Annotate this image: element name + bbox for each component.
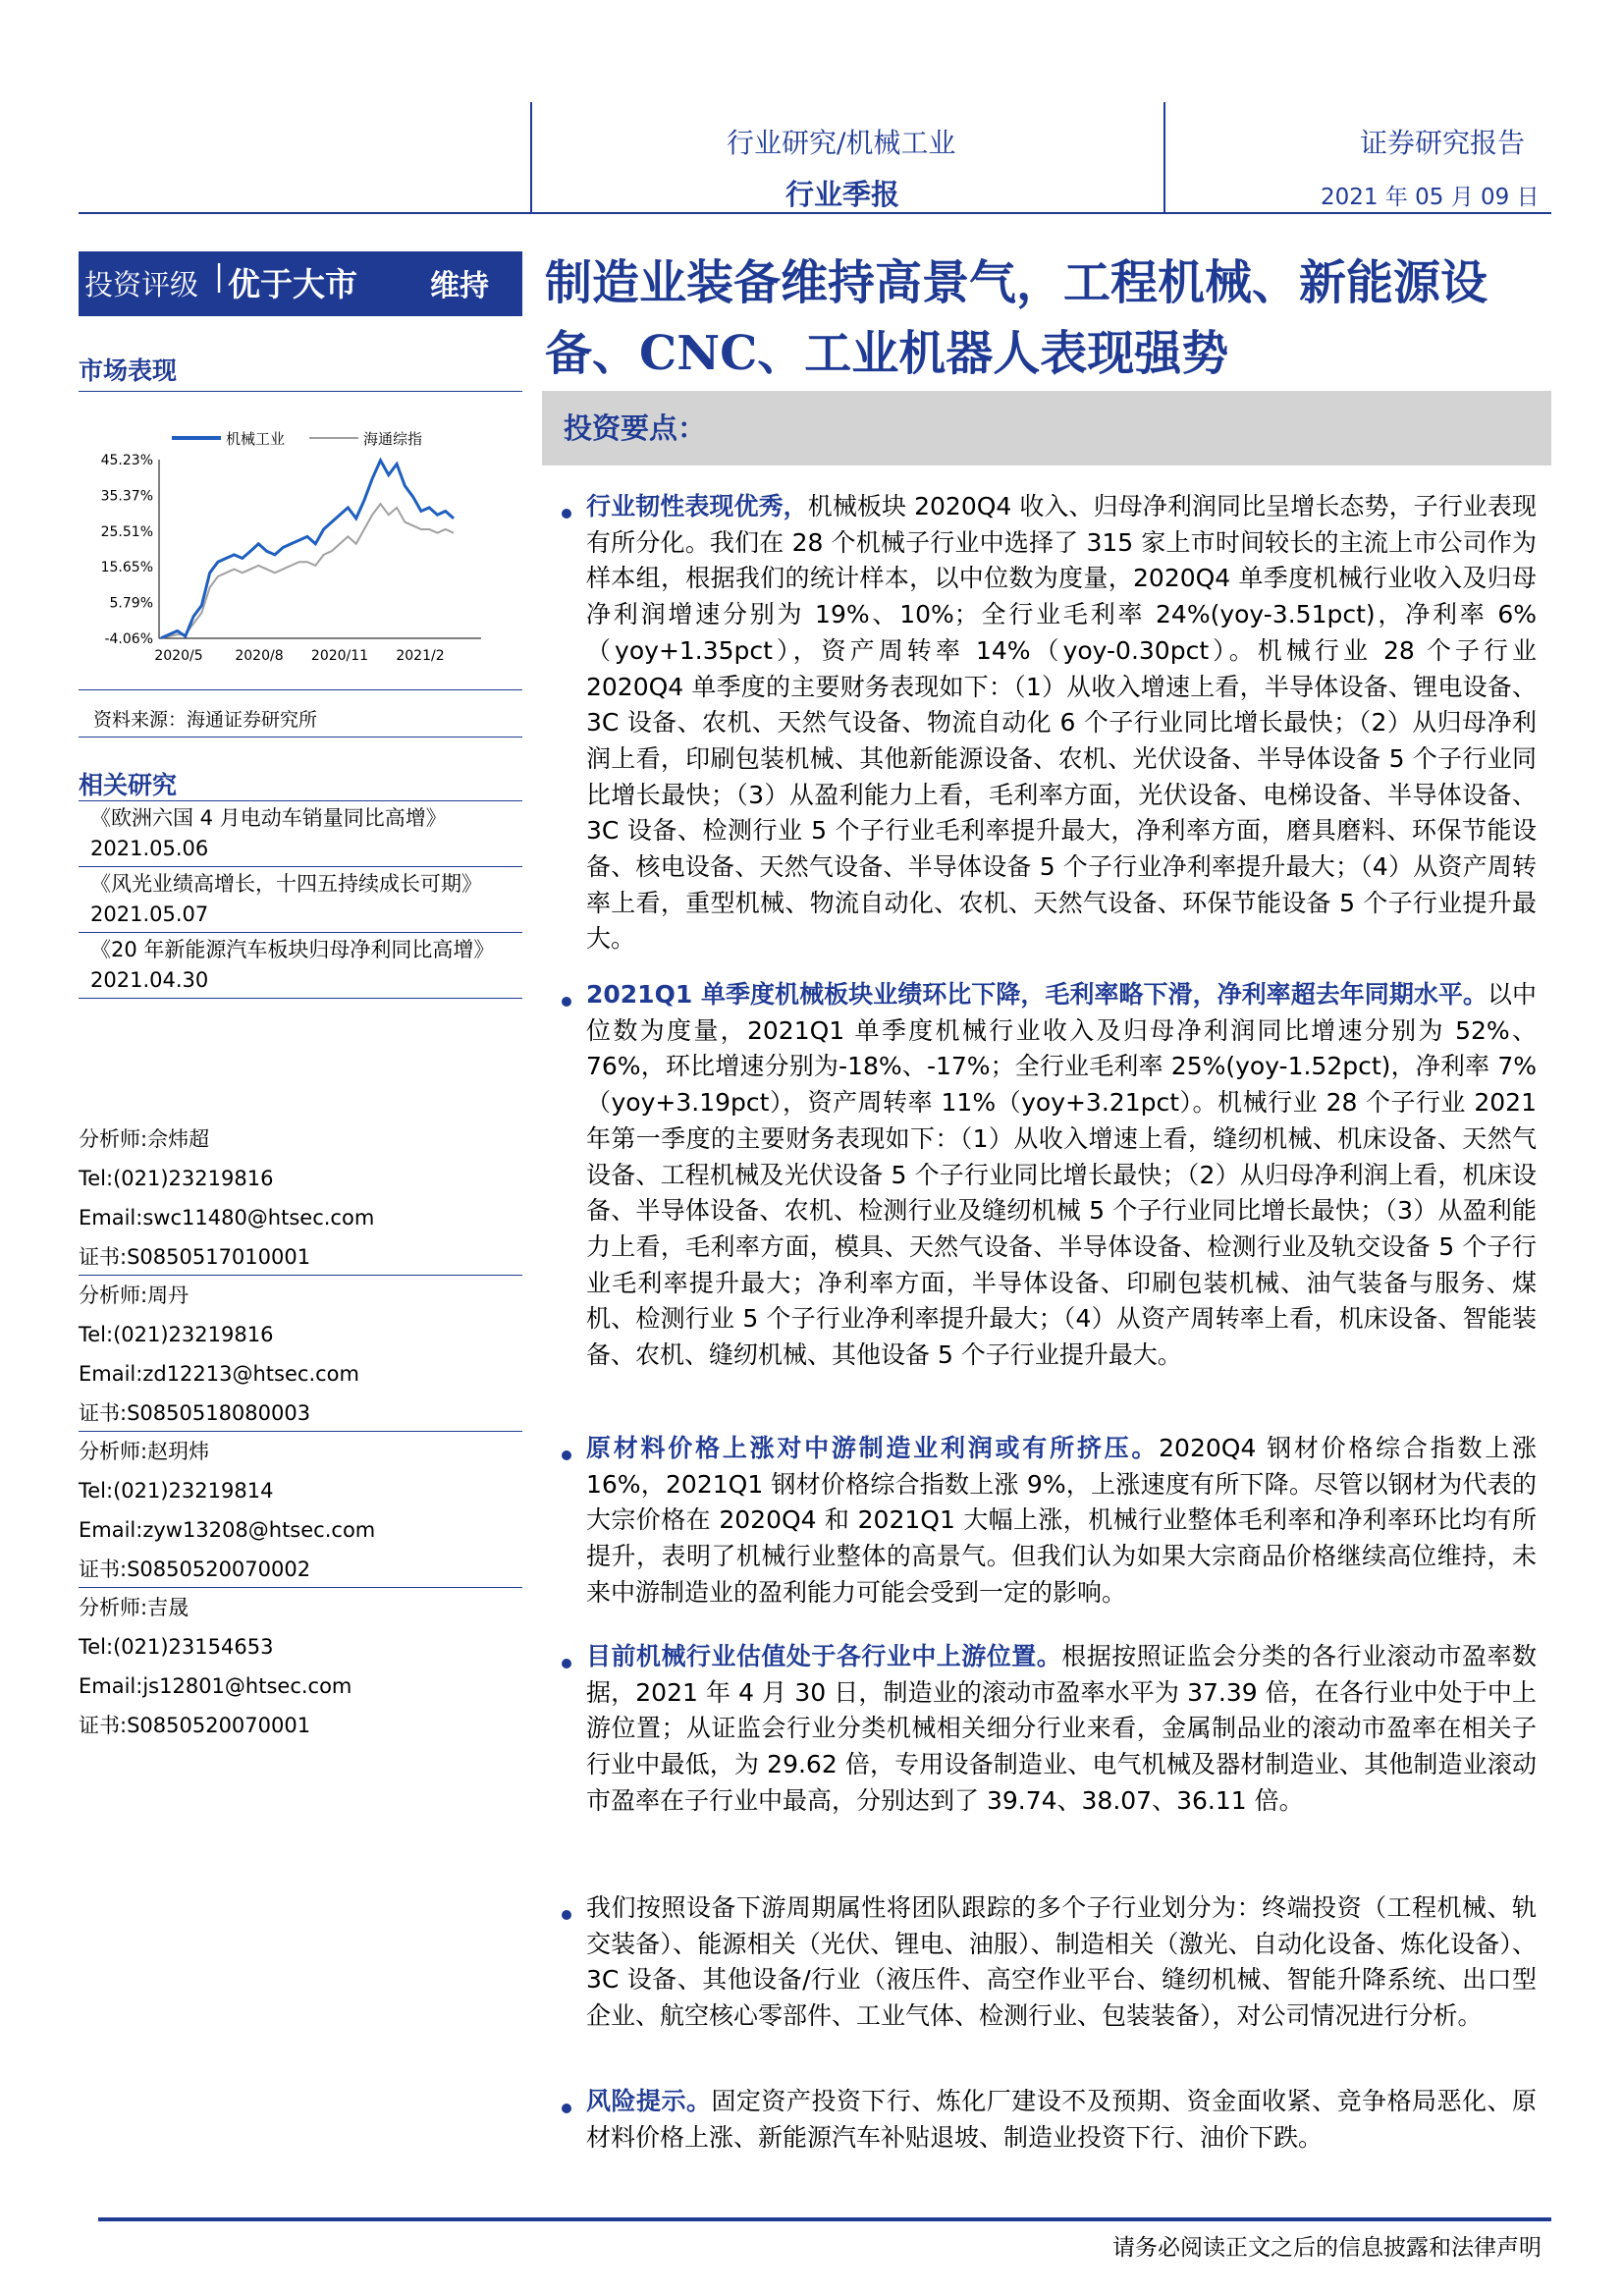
analyst-tel: Tel:(021)23154653 [79, 1635, 274, 1659]
bullet-lead: 原材料价格上涨对中游制造业利润或有所挤压。 [586, 1434, 1160, 1462]
header-org-label: 证券研究报告 [1360, 127, 1526, 159]
analyst-card [79, 1432, 522, 1588]
bullet-text: 机械板块 2020Q4 收入、归母净利润同比呈增长态势，子行业表现有所分化。我们在 28 个机械子行业中选择了 315 家上市时间较长的主流上市公司作为样本组，根据我们的统计样本，以中位数为度量，2020Q4 单季度机械行业收入及归母净利润增速分别为 19%、10%；全行业毛利率 24%(yoy-3.51pct)，净利率 6%（yoy+1.35pct），资产周转率 14%（yoy-0.30pct）。机械行业 28 个子行业 2020Q4 单季度的主要财务表现如下：（1）从收入增速上看，半导体设备、锂电设备、3C 设备、农机、天然气设备、物流自动化 6 个子行业同比增长最快；（2）从归母净利润上看，印刷包装机械、其他新能源设备、农机、光伏设备、半导体设备 5 个子行业同比增长最快；（3）从盈利能力上看，毛利率方面，光伏设备、电梯设备、半导体设备、3C 设备、检测行业 5 个子行业毛利率提升最大，净利率方面，磨具磨料、环保节能设备、核电设备、天然气设备、半导体设备 5 个子行业净利率提升最大；（4）从资产周转率上看，重型机械、物流自动化、农机、天然气设备、环保节能设备 5 个子行业提升最大。 [586, 492, 1537, 954]
bullet-text: 固定资产投资下行、炼化厂建设不及预期、资金面收紧、竞争格局恶化、原材料价格上涨、新能源汽车补贴退坡、制造业投资下行、油价下跌。 [586, 2087, 1537, 2152]
analyst-tel: Tel:(021)23219816 [79, 1167, 274, 1190]
x-tick-label: 2021/2 [396, 648, 445, 664]
analyst-cert: 证书:S0850518080003 [79, 1401, 311, 1425]
analyst-cert: 证书:S0850520070002 [79, 1558, 311, 1581]
y-tick-label: 5.79% [109, 595, 153, 612]
bullet-text: 我们按照设备下游周期属性将团队跟踪的多个子行业划分为：终端投资（工程机械、轨交装备）、能源相关（光伏、锂电、油服）、制造相关（激光、自动化设备、炼化设备）、3C 设备、其他设备/行业（液压件、高空作业平台、缝纫机械、智能升降系统、出口型企业、航空核心零部件、工业气体、检测行业、包装装备），对公司情况进行分析。 [586, 1893, 1537, 2031]
analyst-card [79, 1120, 522, 1276]
analyst-cert: 证书:S0850517010001 [79, 1245, 311, 1269]
analyst-card [79, 1588, 522, 1743]
analyst-email[interactable]: Email:zyw13208@htsec.com [79, 1518, 376, 1542]
bullet-dot [562, 1659, 571, 1668]
x-tick-label: 2020/5 [154, 648, 203, 664]
bullet-text: 2020Q4 钢材价格综合指数上涨 16%，2021Q1 钢材价格综合指数上涨 9%，上涨速度有所下降。尽管以钢材为代表的大宗价格在 2020Q4 和 2021Q1 大幅上涨，机械行业整体毛利率和净利率环比均有所提升，表明了机械行业整体的高景气。但我们认为如果大宗商品价格继续高位维持，未来中游制造业的盈利能力可能会受到一定的影响。 [586, 1434, 1537, 1607]
y-tick-label: 45.23% [100, 453, 153, 468]
y-tick-label: 15.65% [100, 560, 153, 576]
analyst-tel: Tel:(021)23219816 [79, 1323, 274, 1346]
analyst-list [79, 1120, 522, 1743]
related-section-title: 相关研究 [79, 771, 178, 799]
investment-highlights-title: 投资要点： [564, 411, 707, 445]
related-list [79, 800, 522, 999]
bullet-dot [562, 2104, 571, 2113]
x-tick-label: 2020/11 [310, 648, 369, 664]
analyst-cert: 证书:S0850520070001 [79, 1714, 311, 1737]
bullet-paragraph [586, 977, 1537, 1374]
rating-action: 维持 [430, 269, 489, 303]
analyst-tel: Tel:(021)23219814 [79, 1479, 274, 1503]
legend-label: 机械工业 [226, 430, 286, 448]
legend-label: 海通综指 [363, 430, 423, 448]
rating-label: 投资评级 [84, 268, 199, 301]
investment-highlights-bar [542, 391, 1551, 465]
bullet-lead: 2021Q1 单季度机械板块业绩环比下降，毛利率略下滑，净利率超去年同期水平。 [586, 980, 1488, 1009]
bullet-paragraph [586, 1890, 1537, 2035]
header-divider-left [530, 102, 532, 212]
analyst-name: 分析师:吉晟 [79, 1596, 189, 1619]
y-tick-label: 35.37% [100, 488, 153, 505]
rating-value: 优于大市 [228, 265, 357, 303]
header-date: 2021 年 05 月 09 日 [1321, 185, 1540, 210]
bullet-lead: 目前机械行业估值处于各行业中上游位置。 [586, 1642, 1062, 1670]
analyst-card [79, 1276, 522, 1432]
bullet-text: 以中位数为度量，2021Q1 单季度机械行业收入及归母净利润同比增速分别为 52%、76%，环比增速分别为-18%、-17%；全行业毛利率 25%(yoy-1.52pct)，净利率 7%（yoy+3.19pct），资产周转率 11%（yoy+3.21pct）。机械行业 28 个子行业 2021 年第一季度的主要财务表现如下：（1）从收入增速上看，缝纫机械、机床设备、天然气设备、工程机械及光伏设备 5 个子行业同比增长最快；（2）从归母净利润上看，机床设备、半导体设备、农机、检测行业及缝纫机械 5 个子行业同比增长最快；（3）从盈利能力上看，毛利率方面，模具、天然气设备、半导体设备、检测行业及轨交设备 5 个子行业毛利率提升最大；净利率方面，半导体设备、印刷包装机械、油气装备与服务、煤机、检测行业 5 个子行业净利率提升最大；（4）从资产周转率上看，机床设备、智能装备、农机、缝纫机械、其他设备 5 个子行业提升最大。 [586, 980, 1537, 1370]
bullet-paragraph [586, 1431, 1537, 1612]
chart-bottom-rule [79, 689, 522, 690]
bullet-paragraph [586, 489, 1537, 957]
series-line [161, 504, 454, 638]
bullet-paragraph [586, 1639, 1537, 1820]
bullet-dot [562, 997, 571, 1007]
header-category: 行业研究/机械工业 [727, 127, 956, 159]
related-item[interactable]: 《20 年新能源汽车板块归母净利同比高增》2021.04.30 [90, 938, 495, 992]
header-divider-right [1163, 102, 1165, 212]
bullet-text: 根据按照证监会分类的各行业滚动市盈率数据，2021 年 4 月 30 日，制造业的滚动市盈率水平为 37.39 倍，在各行业中处于中上游位置；从证监会行业分类机械相关细分行业来看，金属制品业的滚动市盈率在相关子行业中最低，为 29.62 倍，专用设备制造业、电气机械及器材制造业、其他制造业滚动市盈率在子行业中最高，分别达到了 39.74、38.07、36.11 倍。 [586, 1642, 1537, 1815]
y-tick-label: -4.06% [104, 631, 153, 647]
analyst-name: 分析师:佘炜超 [79, 1127, 210, 1151]
market-section-title: 市场表现 [79, 356, 178, 385]
x-tick-label: 2020/8 [235, 648, 284, 664]
analyst-email[interactable]: Email:zd12213@htsec.com [79, 1362, 359, 1386]
related-item[interactable]: 《风光业绩高增长，十四五持续成长可期》2021.05.07 [90, 872, 482, 926]
analyst-name: 分析师:周丹 [79, 1284, 189, 1307]
bullet-dot [562, 1910, 571, 1920]
market-title-rule [79, 391, 522, 392]
bullet-lead: 行业韧性表现优秀， [586, 492, 808, 520]
rating-box: 投资评级 | 优于大市 维持 [79, 251, 522, 316]
related-item[interactable]: 《欧洲六国 4 月电动车销量同比高增》2021.05.06 [90, 806, 447, 860]
bullet-dot [562, 1450, 571, 1460]
bullet-dot [562, 509, 571, 519]
y-tick-label: 25.51% [100, 523, 153, 540]
analyst-name: 分析师:赵玥炜 [79, 1440, 210, 1463]
analyst-email[interactable]: Email:swc11480@htsec.com [79, 1206, 375, 1230]
report-title: 制造业装备维持高景气，工程机械、新能源设备、CNC、工业机器人表现强势 [545, 255, 1488, 381]
market-chart [79, 403, 522, 678]
bullet-paragraph [586, 2084, 1537, 2156]
source-rule [79, 737, 522, 738]
bullet-lead: 风险提示。 [586, 2087, 712, 2115]
footer-notice: 请务必阅读正文之后的信息披露和法律声明 [1112, 2235, 1542, 2261]
series-line [161, 461, 454, 638]
header-report-type: 行业季报 [785, 178, 900, 211]
analyst-email[interactable]: Email:js12801@htsec.com [79, 1674, 352, 1698]
market-source: 资料来源：海通证券研究所 [93, 709, 318, 731]
footer-rule [98, 2217, 1551, 2221]
